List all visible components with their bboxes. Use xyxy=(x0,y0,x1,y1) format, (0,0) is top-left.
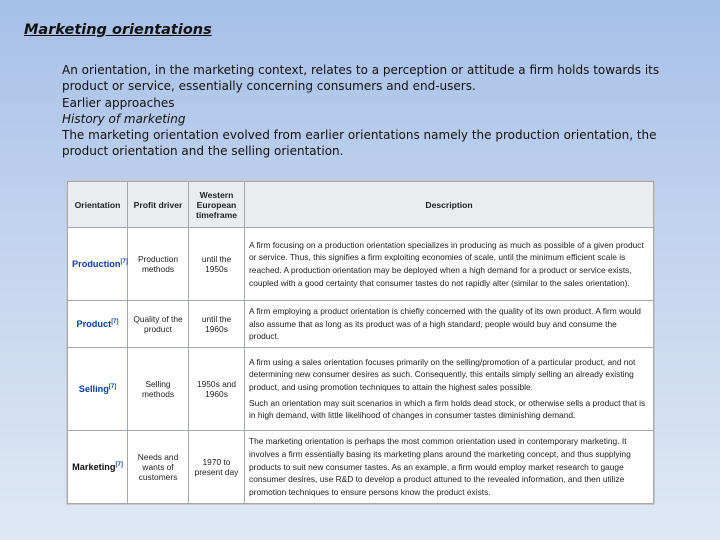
table-row-selling xyxy=(68,347,654,430)
description-paragraph: Such an orientation may suit scenarios in which a firm holds dead stock, or otherwise sells a product that is in high demand, with little likelihood of changes in consumer tastes diminishing demand. xyxy=(249,397,646,421)
description-paragraph: A firm employing a product orientation is chiefly concerned with the quality of its own product. A firm would also assume that as long as its product was of a high standard, people would buy and consume the product. xyxy=(249,305,641,342)
timeframe-cell: 1970 to present day xyxy=(189,430,245,503)
profit-driver-cell: Quality of the product xyxy=(128,301,189,348)
evolution-paragraph: The marketing orientation evolved from earlier orientations namely the production orientation, the product orientation and the selling orientation. xyxy=(62,128,657,159)
orientation-link-selling[interactable]: Selling xyxy=(78,383,109,394)
timeframe-cell: until the 1960s xyxy=(189,301,245,348)
description-paragraph: A firm using a sales orientation focuses primarily on the selling/promotion of a particular product, and not determining new consumer desires as such. Consequently, this entails simply selling an already existing product, and using promotion techniques to attain the highest sales possible. xyxy=(249,356,636,393)
table-row-production xyxy=(68,228,654,301)
table-header-row xyxy=(68,182,654,228)
intro-paragraph: An orientation, in the marketing context, relates to a perception or attitude a firm holds towards its product or service, essentially concerning consumers and end-users. xyxy=(62,63,660,94)
description-cell xyxy=(245,347,654,430)
orientation-cell xyxy=(68,430,128,503)
profit-driver-cell: Selling methods xyxy=(128,347,189,430)
description-cell xyxy=(245,430,654,503)
timeframe-cell: 1950s and 1960s xyxy=(189,347,245,430)
orientation-cell xyxy=(68,347,128,430)
reference-link[interactable]: [7] xyxy=(120,258,128,265)
history-heading: History of marketing xyxy=(62,111,186,126)
profit-driver-cell: Production methods xyxy=(128,228,189,301)
reference-link[interactable]: [7] xyxy=(115,461,123,468)
timeframe-cell: until the 1950s xyxy=(189,228,245,301)
earlier-approaches-line: Earlier approaches xyxy=(62,95,175,110)
table-row-marketing xyxy=(68,430,654,503)
reference-link[interactable]: [7] xyxy=(111,318,119,325)
table-row-product xyxy=(68,301,654,348)
header-description: Description xyxy=(245,182,654,228)
intro-text-block xyxy=(62,62,662,160)
description-paragraph: A firm focusing on a production orientation specializes in producing as much as possible of a given product or service. Thus, this signifies a firm exploiting economies of scale, until the minimum efficient scale is reached. A production orientation may be deployed when a high demand for a product or service exists, coupled with a good certainty that consumer tastes do not rapidly alter (similar to the sales orientation). xyxy=(249,239,644,288)
description-paragraph: The marketing orientation is perhaps the most common orientation used in contemporary marketing. It involves a firm essentially basing its marketing plans around the marketing concept, and thus supplying products to suit new consumer tastes. As an example, a firm would employ market research to gauge consumer desires, use R&D to develop a product attuned to the revealed information, and then utilize promotion techniques to ensure persons know the product exists. xyxy=(249,436,631,497)
profit-driver-cell: Needs and wants of customers xyxy=(128,430,189,503)
slide-title: Marketing orientations xyxy=(24,22,212,38)
orientation-link-product[interactable]: Product xyxy=(76,318,112,329)
orientations-table xyxy=(67,181,654,504)
header-timeframe: Western European timeframe xyxy=(189,182,245,228)
header-profit-driver: Profit driver xyxy=(128,182,189,228)
description-cell xyxy=(245,228,654,301)
orientation-cell xyxy=(68,228,128,301)
orientations-table-image xyxy=(66,180,655,505)
orientation-link-marketing[interactable]: Marketing xyxy=(72,461,116,472)
header-orientation: Orientation xyxy=(68,182,128,228)
orientation-link-production[interactable]: Production xyxy=(72,259,121,270)
reference-link[interactable]: [7] xyxy=(108,383,117,390)
orientation-cell xyxy=(68,301,128,348)
description-cell xyxy=(245,301,654,348)
